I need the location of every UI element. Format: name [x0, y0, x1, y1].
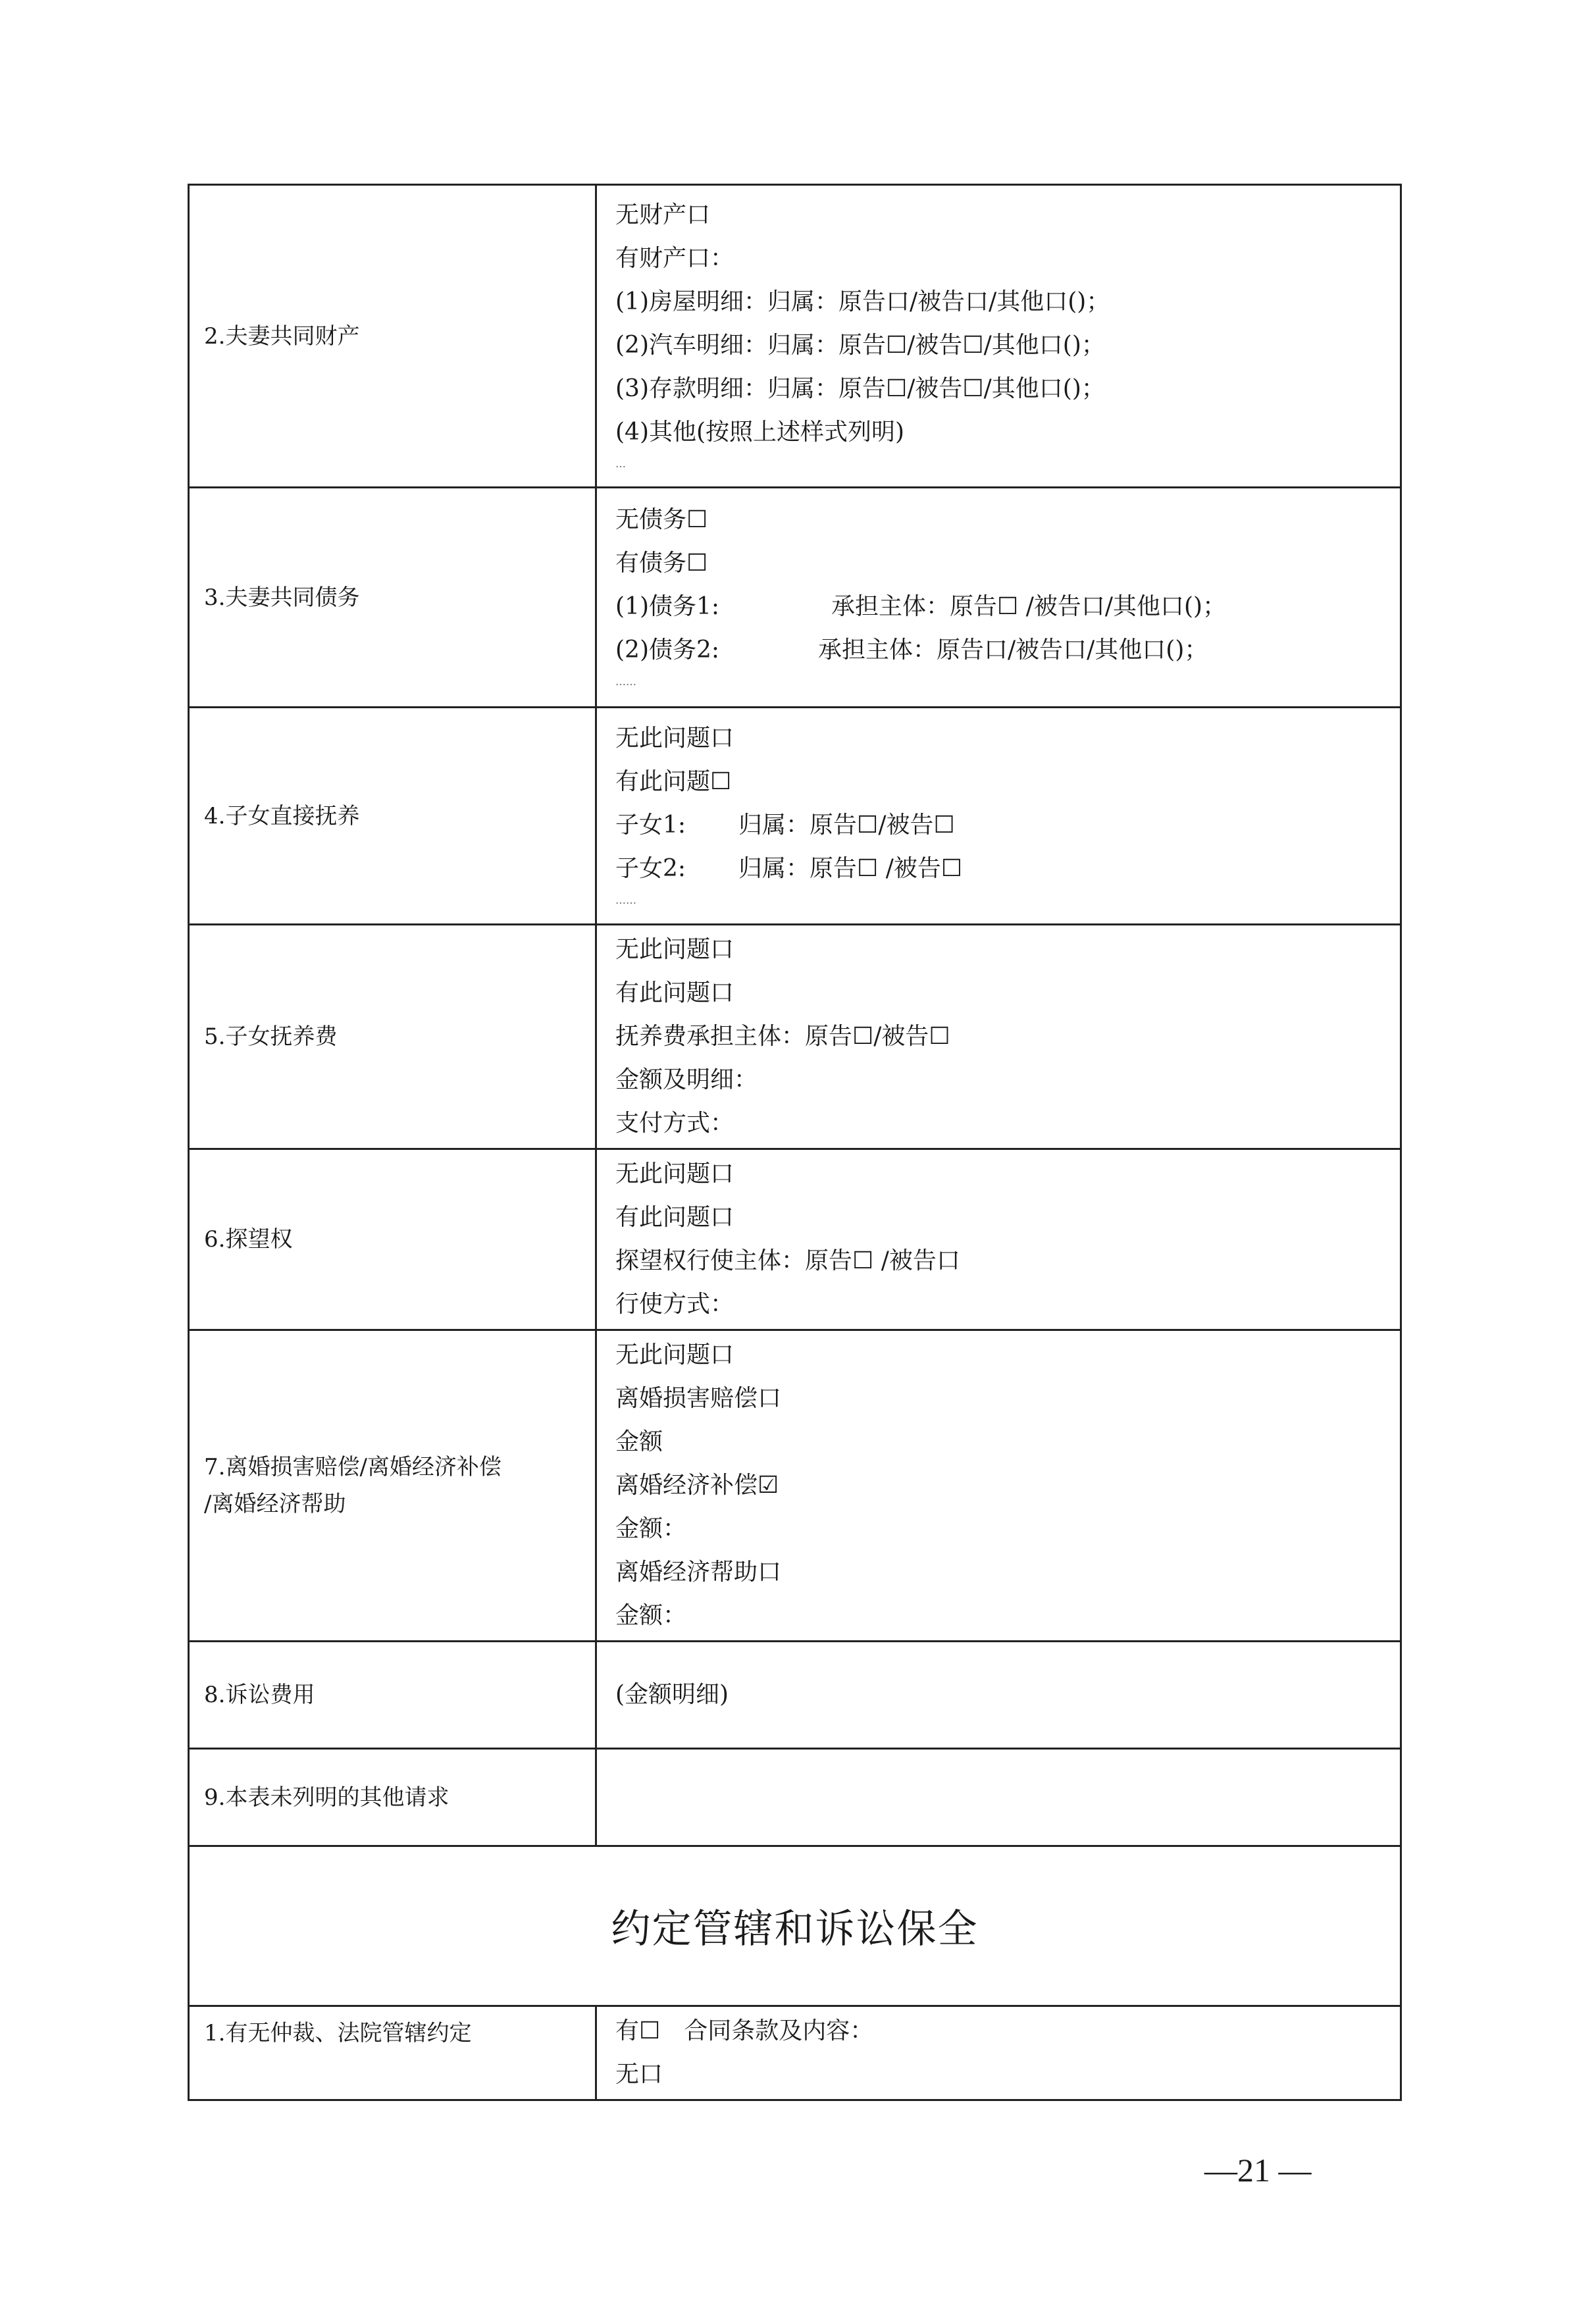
option-line[interactable]: (1)房屋明细：归属：原告口/被告口/其他口()；	[615, 288, 1110, 315]
no-agreement-option[interactable]: 无口	[615, 2061, 663, 2088]
option-line	[615, 629, 1400, 672]
table-row	[189, 2006, 1401, 2100]
table-row	[189, 1642, 1401, 1749]
option-line[interactable]: (2)汽车明细：归属：原告☐/被告☐/其他口()；	[615, 331, 1105, 359]
table-row	[189, 708, 1401, 925]
table-row	[189, 1330, 1401, 1642]
row-label: 4.子女直接抚养	[189, 708, 596, 925]
child-owner[interactable]: 归属：原告☐ /被告☐	[738, 854, 963, 882]
row-label: 2.夫妻共同财产	[189, 185, 596, 488]
row-content	[596, 2006, 1401, 2100]
option-line[interactable]: 无此问题口	[615, 724, 734, 752]
debt-label: (1)债务1:	[615, 592, 720, 620]
option-line[interactable]: 无债务☐	[615, 506, 708, 533]
section-title: 约定管辖和诉讼保全	[189, 1846, 1401, 2006]
option-line[interactable]: 无此问题口	[615, 1341, 734, 1368]
row-label: 9.本表未列明的其他请求	[189, 1749, 596, 1846]
row-content	[596, 185, 1401, 488]
option-line[interactable]: 探望权行使主体：原告☐ /被告口	[615, 1247, 960, 1274]
row-content	[596, 488, 1401, 708]
option-line[interactable]: 离婚经济补偿☑	[615, 1472, 779, 1499]
option-line[interactable]: 有债务☐	[615, 549, 708, 577]
row-content	[596, 1330, 1401, 1642]
debt-owner[interactable]: 承担主体：原告口/被告口/其他口()；	[818, 636, 1208, 663]
row-label: 1.有无仲裁、法院管辖约定	[189, 2006, 596, 2100]
row-content	[596, 925, 1401, 1149]
option-line[interactable]: 支付方式：	[615, 1110, 734, 1137]
option-line[interactable]: 有此问题口	[615, 1204, 734, 1231]
ellipsis: ……	[615, 675, 636, 688]
option-line	[615, 585, 1400, 629]
complaint-form-table	[188, 184, 1402, 2101]
child-owner[interactable]: 归属：原告☐/被告☐	[738, 811, 955, 839]
option-line[interactable]: 抚养费承担主体：原告☐/被告☐	[615, 1023, 950, 1050]
option-line[interactable]: 有此问题☐	[615, 767, 732, 795]
row-label	[189, 1330, 596, 1642]
option-line[interactable]: 金额	[615, 1428, 663, 1455]
child-label: 子女1:	[615, 811, 686, 839]
table-row	[189, 488, 1401, 708]
option-line[interactable]: 有此问题口	[615, 979, 734, 1006]
ellipsis: ……	[615, 893, 636, 906]
page-number: —21 —	[1204, 2152, 1312, 2189]
option-line	[615, 847, 1400, 891]
table-row	[189, 1846, 1401, 2006]
option-line	[615, 804, 1400, 847]
option-line[interactable]: 金额：	[615, 1515, 687, 1542]
option-line[interactable]: 无财产口	[615, 201, 711, 228]
ellipsis: …	[615, 457, 626, 470]
row-content	[596, 708, 1401, 925]
table-row	[189, 1149, 1401, 1330]
table-row	[189, 185, 1401, 488]
row-label-line: /离婚经济帮助	[204, 1491, 346, 1517]
option-line[interactable]: 离婚经济帮助口	[615, 1559, 782, 1586]
row-content-empty[interactable]	[596, 1749, 1401, 1846]
debt-label: (2)债务2:	[615, 636, 720, 663]
option-line[interactable]: (3)存款明细：归属：原告☐/被告☐/其他口()；	[615, 375, 1105, 402]
option-line[interactable]: 行使方式：	[615, 1291, 734, 1318]
child-label: 子女2:	[615, 854, 686, 882]
row-label: 8.诉讼费用	[189, 1642, 596, 1749]
debt-owner[interactable]: 承担主体：原告☐ /被告口/其他口()；	[831, 592, 1227, 620]
option-line[interactable]: 无此问题口	[615, 936, 734, 963]
row-label: 3.夫妻共同债务	[189, 488, 596, 708]
row-label-line: 7.离婚损害赔偿/离婚经济补偿	[204, 1454, 502, 1480]
row-content	[596, 1149, 1401, 1330]
has-agreement-option[interactable]: 有☐	[615, 2017, 661, 2044]
option-line[interactable]: (金额明细)	[615, 1681, 729, 1708]
row-content	[596, 1642, 1401, 1749]
contract-clause-label: 合同条款及内容：	[684, 2017, 874, 2044]
table-row	[189, 1749, 1401, 1846]
option-line[interactable]: 有财产口：	[615, 244, 734, 272]
option-line: (4)其他(按照上述样式列明)	[615, 418, 905, 446]
option-line[interactable]: 离婚损害赔偿口	[615, 1385, 782, 1412]
option-line[interactable]: 金额及明细：	[615, 1066, 758, 1093]
option-line	[615, 2010, 1400, 2053]
row-label: 5.子女抚养费	[189, 925, 596, 1149]
option-line[interactable]: 金额：	[615, 1602, 687, 1629]
table-row	[189, 925, 1401, 1149]
row-label: 6.探望权	[189, 1149, 596, 1330]
option-line[interactable]: 无此问题口	[615, 1160, 734, 1187]
